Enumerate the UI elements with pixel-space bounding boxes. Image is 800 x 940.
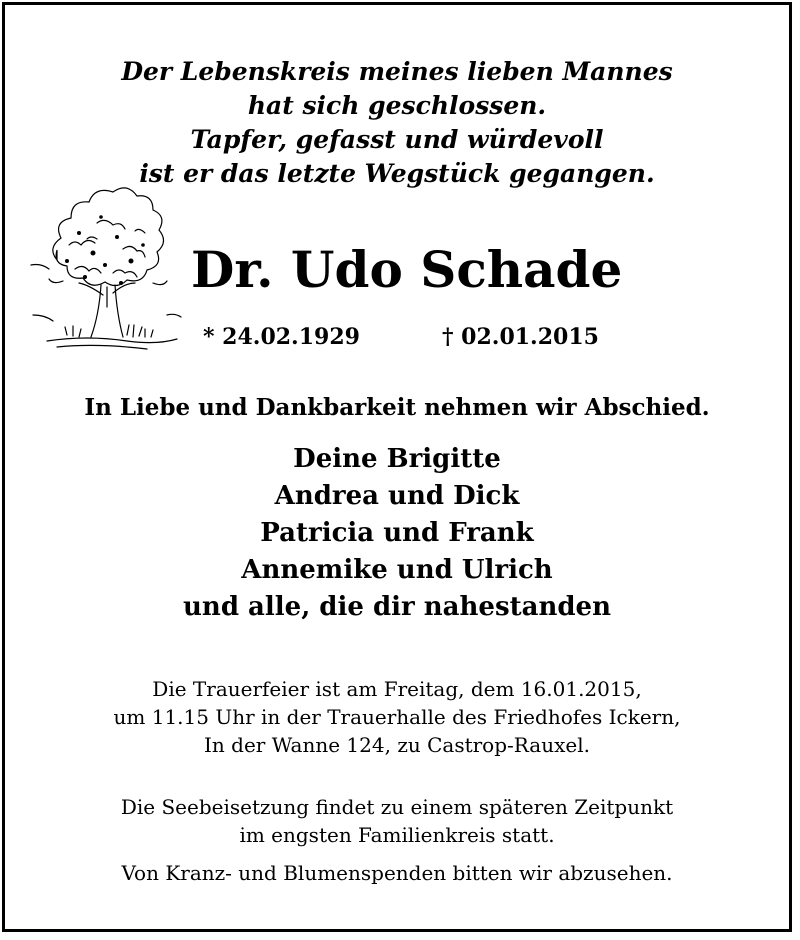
farewell-statement: In Liebe und Dankbarkeit nehmen wir Abschied. bbox=[84, 394, 710, 421]
family-member: Annemike und Ulrich bbox=[241, 555, 553, 585]
tree-icon bbox=[27, 165, 187, 355]
poem-line: ist er das letzte Wegstück gegangen. bbox=[139, 159, 655, 188]
family-member: Andrea und Dick bbox=[274, 481, 520, 511]
birth-date: * 24.02.1929 bbox=[203, 324, 360, 350]
service-line: um 11.15 Uhr in der Trauerhalle des Friedhofes Ickern, bbox=[113, 705, 681, 729]
family-signatures bbox=[5, 441, 789, 626]
poem-line: Tapfer, gefasst und würdevoll bbox=[190, 125, 604, 154]
death-date: † 02.01.2015 bbox=[442, 324, 599, 350]
family-member: Deine Brigitte bbox=[293, 444, 501, 474]
family-member: Patricia und Frank bbox=[260, 518, 534, 548]
service-line: Die Trauerfeier ist am Freitag, dem 16.01.2015, bbox=[152, 677, 642, 701]
family-member: und alle, die dir nahestanden bbox=[183, 592, 611, 622]
poem-line: hat sich geschlossen. bbox=[247, 91, 547, 120]
service-line: In der Wanne 124, zu Castrop-Rauxel. bbox=[204, 733, 590, 757]
flower-request: Von Kranz- und Blumenspenden bitten wir abzusehen. bbox=[121, 861, 673, 885]
deceased-name: Dr. Udo Schade bbox=[191, 240, 623, 299]
obituary-notice bbox=[2, 2, 792, 932]
sea-burial-line: im engsten Familienkreis statt. bbox=[239, 823, 555, 847]
sea-burial-info bbox=[5, 793, 789, 849]
funeral-service-info bbox=[5, 675, 789, 759]
poem-line: Der Lebenskreis meines lieben Mannes bbox=[121, 57, 673, 86]
sea-burial-line: Die Seebeisetzung findet zu einem späteren Zeitpunkt bbox=[120, 795, 674, 819]
